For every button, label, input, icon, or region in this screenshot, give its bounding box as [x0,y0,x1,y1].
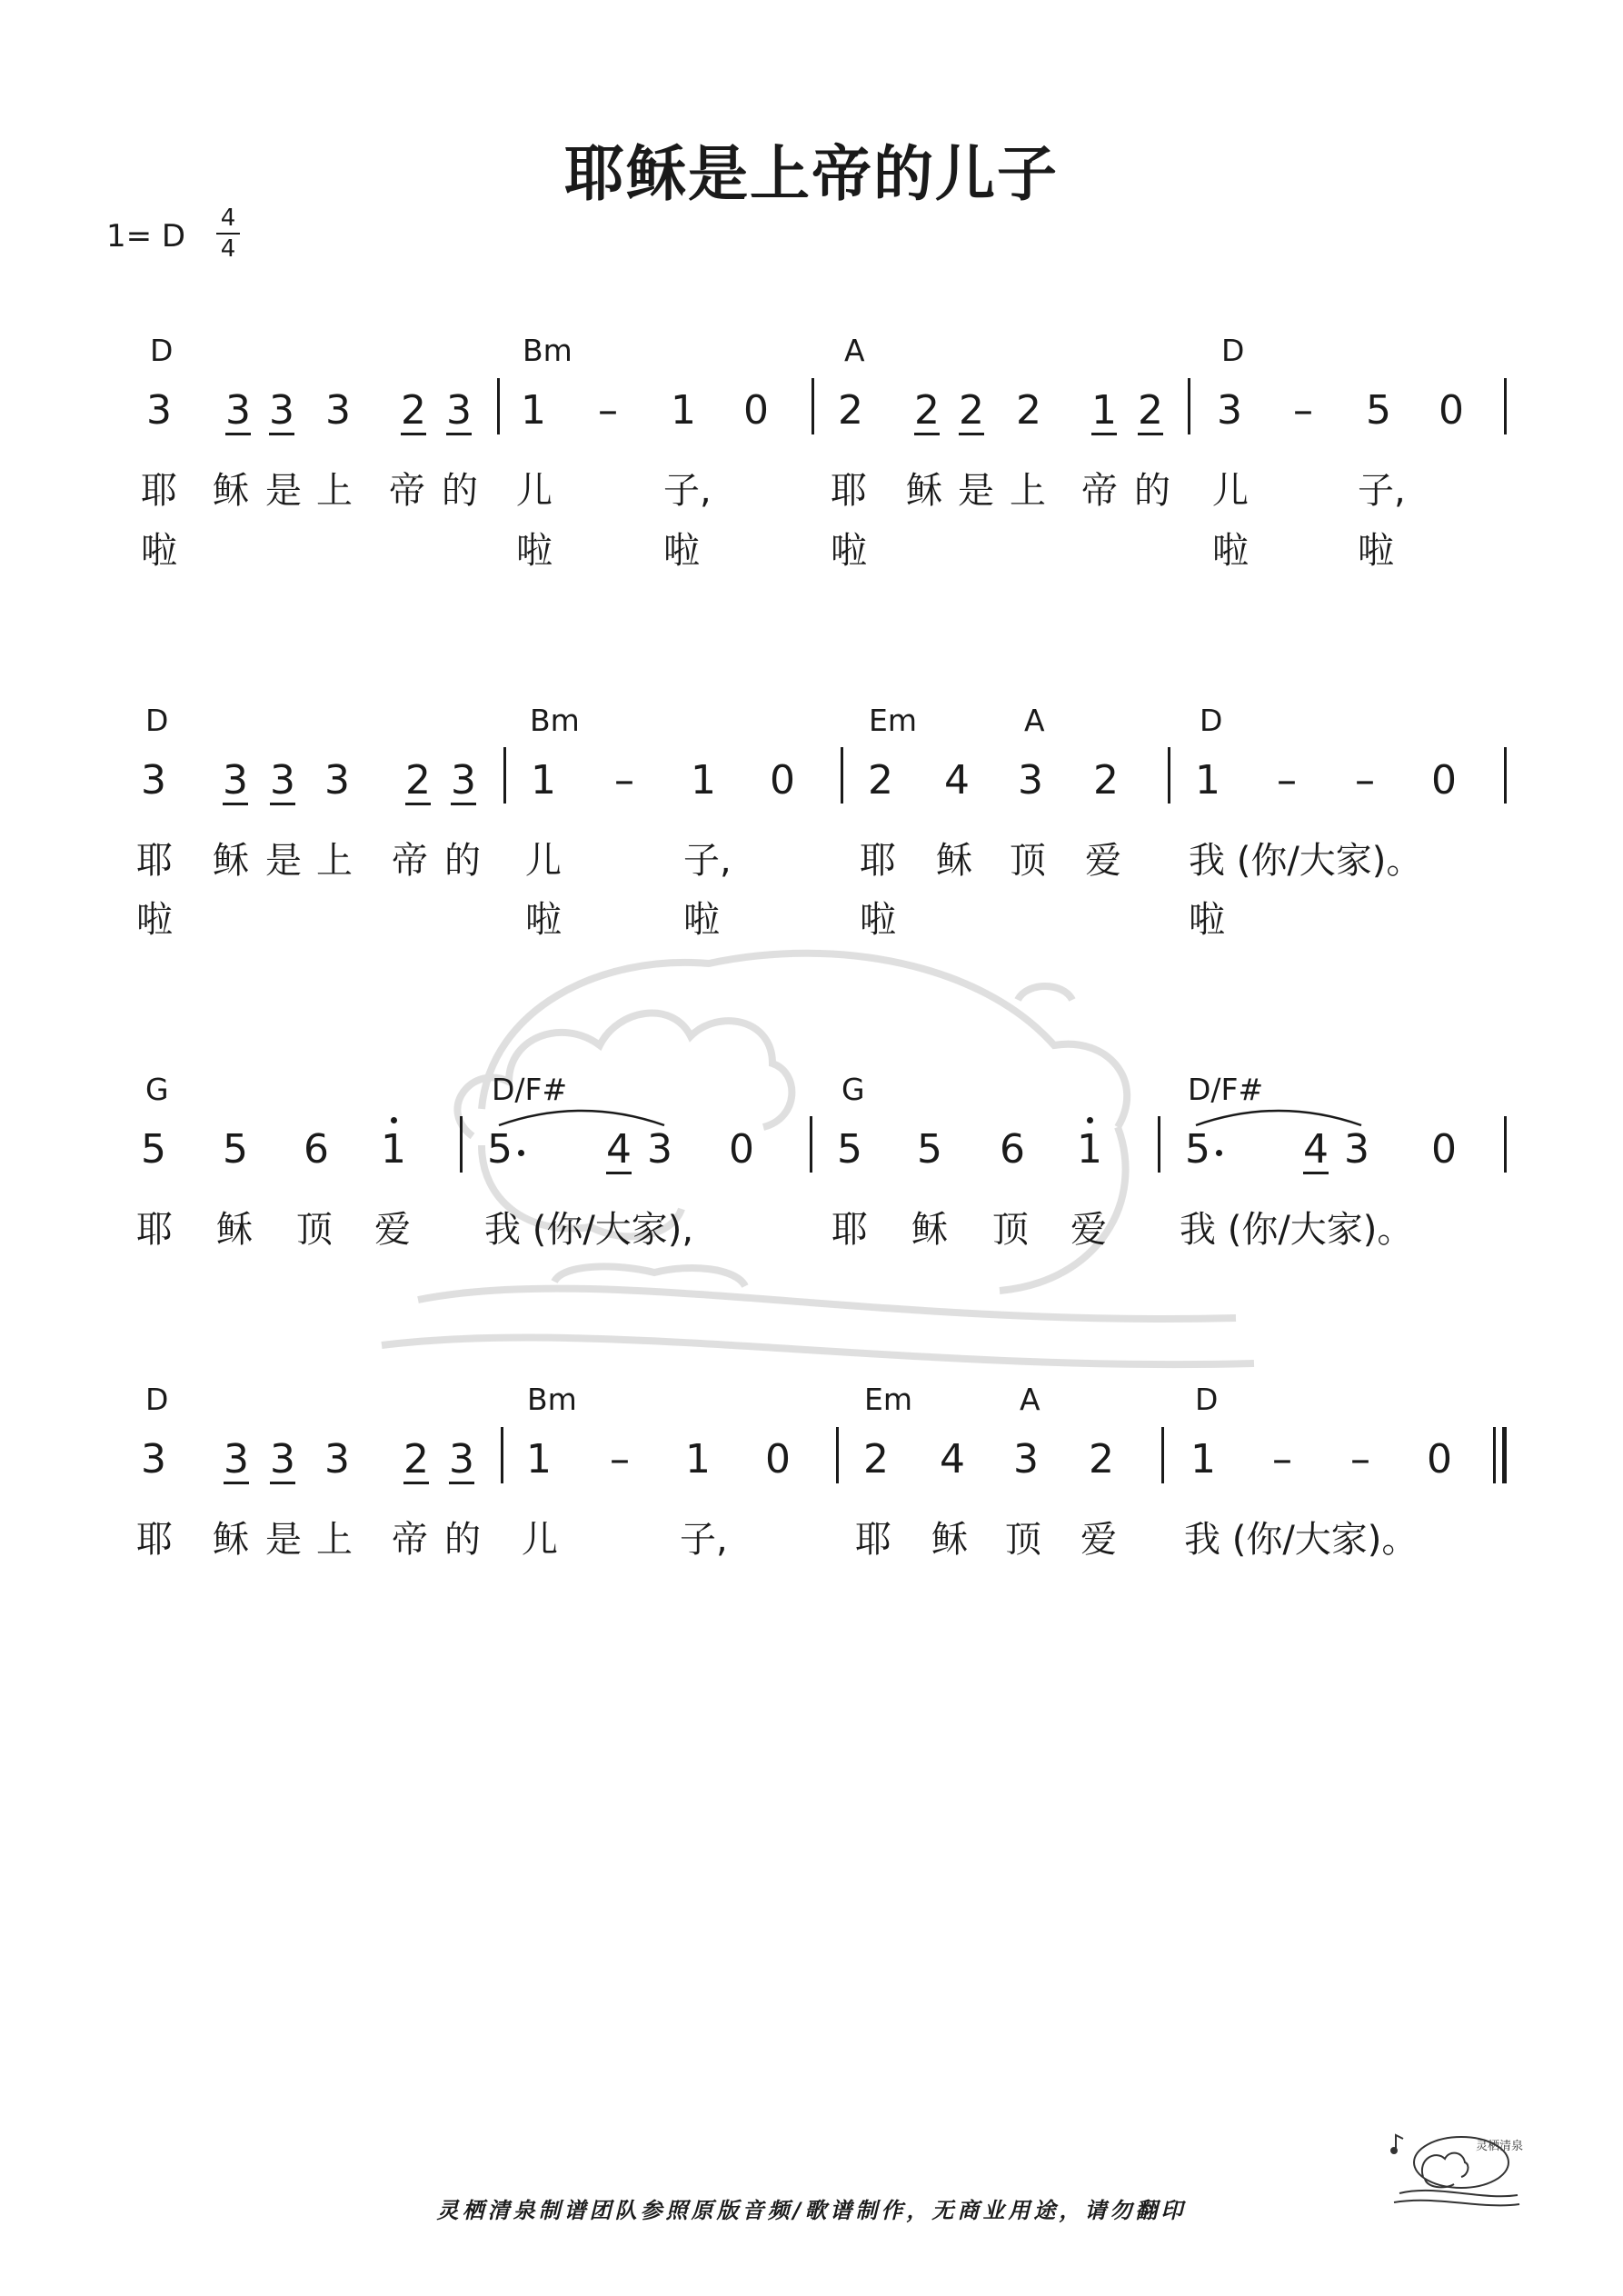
note: 0 [743,387,769,434]
lyric: 爱 [1085,840,1121,882]
note: 0 [1427,1436,1452,1482]
dash: – [1355,757,1375,804]
chord: Bm [523,333,573,368]
lyric: 啦 [683,899,720,941]
bar-line [497,378,500,434]
chord: D/F# [492,1072,568,1107]
lyric: 子, [683,840,732,882]
bar-line [460,1116,463,1173]
lyric: 是 [265,470,302,512]
note: 3 [449,1436,474,1482]
note: 3 [647,1126,672,1173]
lyric: 啦 [860,899,896,941]
note: 3 [270,757,295,804]
note: 6 [304,1126,329,1173]
lyric: 子, [1358,470,1406,512]
lyric: 上 [316,1519,353,1561]
note: 3 [1013,1436,1039,1482]
lyric: 子, [663,470,712,512]
note: 3 [146,387,172,434]
lyric: 稣 [213,470,249,512]
lyric: 啦 [1358,530,1394,572]
lyric: 是 [265,840,302,882]
lyric: 帝 [389,470,425,512]
note: 3 [324,1436,350,1482]
lyric: 耶 [136,1209,173,1251]
lyric: 爱 [1080,1519,1117,1561]
lyric: 稣 [213,840,249,882]
lyric: 的 [442,470,478,512]
lyric: 的 [444,840,481,882]
dash: – [1272,1436,1292,1482]
note: 3 [141,1436,166,1482]
dash: – [610,1436,630,1482]
lyric: 上 [1010,470,1046,512]
lyric: 稣 [213,1519,249,1561]
note: 3 [141,757,166,804]
augmentation-dot [1216,1150,1222,1156]
final-bar-line-thin [1493,1427,1496,1483]
lyric: 帝 [392,840,428,882]
lyric: 耶 [136,840,173,882]
note: 5 [1177,1126,1219,1173]
lyric: 啦 [525,899,562,941]
dash: – [1350,1436,1370,1482]
note: 1 [1091,387,1117,434]
lyric: 儿 [516,470,553,512]
note: 0 [765,1436,791,1482]
note: 1 [526,1436,552,1482]
note: 3 [325,387,351,434]
note: 2 [868,757,893,804]
note: 3 [1344,1126,1369,1173]
chord: Bm [527,1382,577,1417]
final-bar-line-thick [1502,1427,1507,1483]
bar-line [812,378,814,434]
note: 2 [401,387,426,434]
lyric: 是 [265,1519,302,1561]
note: 2 [1093,757,1119,804]
lyric: 稣 [911,1209,948,1251]
chord: Em [869,703,917,738]
note: 0 [1431,757,1457,804]
lyric: 顶 [1005,1519,1041,1561]
note: 2 [1138,387,1163,434]
time-signature-top: 4 [220,205,236,232]
high-octave-dot [391,1117,397,1123]
note: 5 [917,1126,942,1173]
note: 5 [837,1126,862,1173]
lyric: 啦 [136,899,173,941]
note: 4 [944,757,970,804]
bar-line [1504,747,1507,804]
bar-line [1161,1427,1164,1483]
lyric: 啦 [141,530,177,572]
lyric: 耶 [831,1209,868,1251]
time-signature-bottom: 4 [220,235,236,263]
footer-note: 灵栖清泉制谱团队参照原版音频/歌谱制作，无商业用途，请勿翻印 [436,2198,1187,2223]
note: 3 [223,757,248,804]
publisher-logo [1381,2122,1527,2217]
chord: G [145,1072,169,1107]
bar-line [1168,747,1170,804]
bar-line [810,1116,812,1173]
key-signature: 1= D [106,218,186,255]
chord: A [844,333,865,368]
chord: Bm [530,703,580,738]
lyric: 顶 [1010,840,1046,882]
chord: D [1221,333,1245,368]
lyric: 的 [1134,470,1170,512]
note: 5 [1366,387,1391,434]
lyric: 啦 [1189,899,1225,941]
dash: – [614,757,634,804]
lyric: 子, [680,1519,728,1561]
note: 1 [521,387,546,434]
note: 1 [691,757,716,804]
note: 1 [1190,1436,1216,1482]
chord: D [150,333,174,368]
note: 6 [1000,1126,1025,1173]
lyric: 爱 [374,1209,411,1251]
note: 3 [446,387,472,434]
lyric: 稣 [936,840,972,882]
bar-line [1504,1116,1507,1173]
chord: A [1020,1382,1041,1417]
lyric: 是 [958,470,994,512]
note: 5 [479,1126,521,1173]
lyric: 上 [316,470,353,512]
note: 0 [729,1126,754,1173]
bar-line [1188,378,1190,434]
lyric: 顶 [992,1209,1029,1251]
note: 1 [685,1436,711,1482]
bar-line [1504,378,1507,434]
lyric: 儿 [525,840,562,882]
note: 2 [403,1436,429,1482]
note: 0 [770,757,795,804]
lyric: 帝 [1081,470,1118,512]
note: 3 [224,1436,249,1482]
bar-line [503,747,506,804]
note: 4 [1303,1126,1329,1173]
lyric: 我 (你/大家)。 [1189,840,1423,882]
lyric: 儿 [1212,470,1249,512]
note: 2 [1089,1436,1114,1482]
dash: – [1293,387,1313,434]
note: 3 [1018,757,1043,804]
lyric: 耶 [860,840,896,882]
lyric: 耶 [141,470,177,512]
note: 1 [671,387,696,434]
augmentation-dot [518,1150,524,1156]
lyric: 稣 [931,1519,968,1561]
chord: D [145,1382,169,1417]
lyric: 的 [444,1519,481,1561]
note: 3 [225,387,251,434]
high-octave-dot [1087,1117,1093,1123]
chord: D [145,703,169,738]
note: 1 [531,757,556,804]
bar-line [501,1427,503,1483]
chord: G [841,1072,865,1107]
sheep-watermark-icon [327,900,1290,1391]
note: 4 [940,1436,965,1482]
lyric: 我 (你/大家)。 [1184,1519,1419,1561]
lyric: 稣 [906,470,942,512]
note: 3 [324,757,350,804]
lyric: 啦 [831,530,867,572]
sheep-logo-icon [1381,2122,1527,2213]
note: 0 [1431,1126,1457,1173]
note: 2 [838,387,863,434]
chord: D [1195,1382,1219,1417]
lyric: 我 (你/大家), [484,1209,694,1251]
chord: D [1200,703,1223,738]
time-signature [213,205,244,262]
note: 1 [1195,757,1220,804]
chord: A [1024,703,1045,738]
lyric: 耶 [831,470,867,512]
lyric: 稣 [216,1209,253,1251]
bar-line [836,1427,839,1483]
page-title: 耶稣是上帝的儿子 [564,139,1059,209]
note: 0 [1439,387,1464,434]
lyric: 啦 [663,530,700,572]
note: 3 [270,1436,295,1482]
note: 2 [405,757,431,804]
note: 2 [1016,387,1041,434]
note: 2 [863,1436,889,1482]
lyric: 耶 [855,1519,891,1561]
lyric: 顶 [296,1209,333,1251]
note: 2 [959,387,984,434]
lyric: 耶 [136,1519,173,1561]
lyric: 啦 [1212,530,1249,572]
dash: – [598,387,618,434]
lyric: 爱 [1070,1209,1107,1251]
chord: Em [864,1382,912,1417]
note: 5 [141,1126,166,1173]
dash: – [1277,757,1297,804]
lyric: 儿 [522,1519,558,1561]
note: 2 [914,387,940,434]
lyric: 上 [316,840,353,882]
note: 1 [373,1126,414,1173]
lyric: 啦 [516,530,553,572]
chord: D/F# [1188,1072,1264,1107]
logo-text: 灵栖清泉 [1476,2140,1524,2153]
lyric: 帝 [392,1519,428,1561]
note: 3 [451,757,476,804]
note: 3 [1217,387,1242,434]
note: 5 [223,1126,248,1173]
lyric: 我 (你/大家)。 [1180,1209,1414,1251]
note: 1 [1069,1126,1110,1173]
bar-line [841,747,843,804]
note: 4 [606,1126,632,1173]
note: 3 [269,387,294,434]
bar-line [1158,1116,1160,1173]
